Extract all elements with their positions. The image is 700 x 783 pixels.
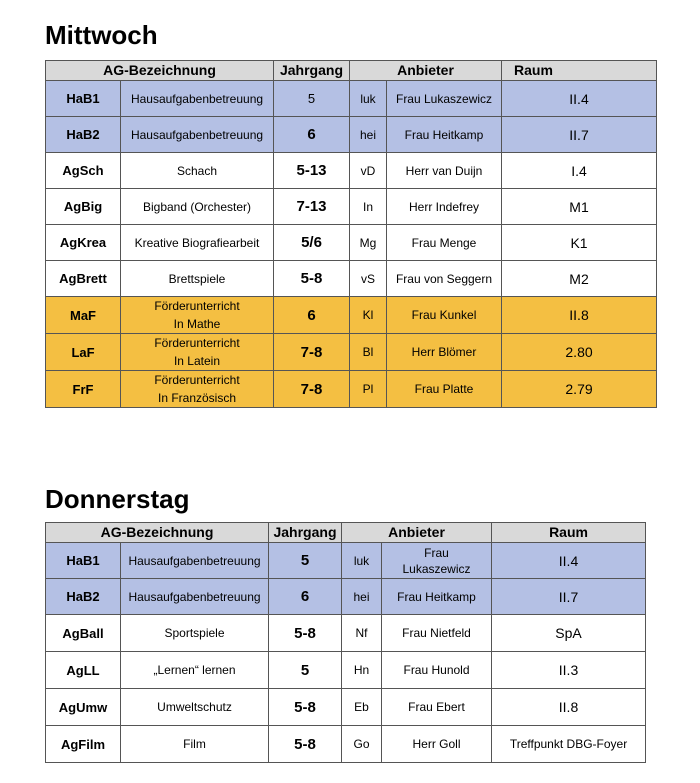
header-ag-bezeichnung: AG-Bezeichnung [46,61,274,81]
jahrgang: 6 [274,117,350,153]
table-row [46,117,657,153]
ag-name-line: In Mathe [173,317,221,331]
header-anbieter: Anbieter [350,61,502,81]
mittwoch-table [45,60,657,408]
jahrgang: 5-8 [274,261,350,297]
table-row [46,334,657,371]
anbieter-name [382,615,492,652]
jahrgang: 5-13 [274,153,350,189]
raum: II.4 [492,543,646,579]
anbieter-kuerzel: Kl [350,297,387,334]
ag-name [121,117,274,153]
anbieter-kuerzel: Mg [350,225,387,261]
ag-code: LaF [46,334,121,371]
anbieter-kuerzel: Bl [350,334,387,371]
raum: Treffpunkt DBG-Foyer [492,726,646,763]
anbieter-kuerzel: hei [350,117,387,153]
anbieter-kuerzel: luk [350,81,387,117]
ag-name-line: Brettspiele [168,271,226,286]
jahrgang: 5-8 [269,726,342,763]
table-row [46,726,646,763]
ag-name-line: Sportspiele [164,626,225,640]
table-row [46,153,657,189]
ag-code: FrF [46,371,121,408]
anbieter-kuerzel: In [350,189,387,225]
anbieter-name-line: Lukaszewicz [402,561,471,576]
anbieter-name [387,81,502,117]
ag-name-line: Schach [176,163,218,178]
ag-name-line: Hausaufgabenbetreuung [128,553,261,568]
header-ag-bezeichnung: AG-Bezeichnung [46,523,269,543]
table-row [46,371,657,408]
ag-name-line: Kreative Biografiearbeit [134,235,260,250]
ag-name-line: Hausaufgabenbetreuung [128,589,261,604]
anbieter-kuerzel: Hn [342,652,382,689]
anbieter-name-line: Frau Nietfeld [402,626,471,640]
anbieter-name-line: Herr Goll [412,737,461,751]
ag-name [121,726,269,763]
jahrgang: 7-13 [274,189,350,225]
anbieter-kuerzel: vS [350,261,387,297]
anbieter-name-line: Herr Indefrey [408,199,480,214]
anbieter-name-line: Frau [424,545,449,560]
raum: M2 [502,261,657,297]
ag-code: MaF [46,297,121,334]
ag-name-line: „Lernen“ lernen [153,663,236,677]
raum: SpA [492,615,646,652]
anbieter-name-line: Herr van Duijn [405,163,483,178]
ag-name-line: Hausaufgabenbetreuung [130,91,264,106]
raum: II.4 [502,81,657,117]
anbieter-kuerzel: Pl [350,371,387,408]
anbieter-name [387,297,502,334]
raum: II.8 [502,297,657,334]
ag-name [121,225,274,261]
anbieter-name-line: Frau Kunkel [411,308,477,322]
jahrgang: 5 [269,652,342,689]
anbieter-kuerzel: vD [350,153,387,189]
ag-code: HaB2 [46,117,121,153]
anbieter-name [387,225,502,261]
raum: II.3 [492,652,646,689]
ag-name-line: Förderunterricht [154,299,240,313]
header-jahrgang: Jahrgang [274,61,350,81]
raum: M1 [502,189,657,225]
table-row [46,81,657,117]
header-raum: Raum [502,61,657,81]
ag-name [121,334,274,371]
anbieter-name [387,334,502,371]
anbieter-name-line: Herr Blömer [411,345,477,359]
ag-code: AgKrea [46,225,121,261]
anbieter-name [387,189,502,225]
ag-name-line: Hausaufgabenbetreuung [130,127,264,142]
table-row [46,189,657,225]
anbieter-name-line: Frau Menge [411,235,477,250]
anbieter-kuerzel: Nf [342,615,382,652]
ag-code: AgFilm [46,726,121,763]
ag-code: AgSch [46,153,121,189]
ag-name [121,297,274,334]
anbieter-name [387,261,502,297]
ag-name [121,371,274,408]
jahrgang: 5 [269,543,342,579]
anbieter-name [387,117,502,153]
anbieter-kuerzel: Eb [342,689,382,726]
header-raum: Raum [492,523,646,543]
raum: II.7 [492,579,646,615]
ag-code: AgUmw [46,689,121,726]
ag-name-line: Bigband (Orchester) [142,199,252,214]
anbieter-name [382,652,492,689]
raum: II.7 [502,117,657,153]
table-row [46,297,657,334]
raum: II.8 [492,689,646,726]
anbieter-name [382,726,492,763]
table-header-row [46,523,646,543]
ag-name-line: Förderunterricht [154,373,240,387]
header-jahrgang: Jahrgang [269,523,342,543]
table-row [46,225,657,261]
jahrgang: 7-8 [274,371,350,408]
ag-name [121,543,269,579]
jahrgang: 5/6 [274,225,350,261]
jahrgang: 6 [274,297,350,334]
anbieter-name-line: Frau von Seggern [395,271,493,286]
table-header-row [46,61,657,81]
jahrgang: 7-8 [274,334,350,371]
raum: I.4 [502,153,657,189]
ag-code: AgLL [46,652,121,689]
ag-name-line: Umweltschutz [157,700,232,714]
anbieter-name [382,689,492,726]
table-row [46,652,646,689]
anbieter-name [382,543,492,579]
ag-name [121,615,269,652]
ag-name-line: In Französisch [157,391,237,405]
anbieter-kuerzel: luk [342,543,382,579]
raum: K1 [502,225,657,261]
ag-code: AgBrett [46,261,121,297]
jahrgang: 5-8 [269,689,342,726]
anbieter-name-line: Frau Lukaszewicz [395,91,493,106]
anbieter-kuerzel: Go [342,726,382,763]
anbieter-name-line: Frau Heitkamp [397,589,476,604]
ag-code: HaB1 [46,81,121,117]
table-row [46,689,646,726]
donnerstag-table [45,522,646,763]
jahrgang: 6 [269,579,342,615]
ag-name [121,153,274,189]
table-row [46,615,646,652]
raum: 2.80 [502,334,657,371]
anbieter-name-line: Frau Heitkamp [404,127,484,142]
ag-code: HaB1 [46,543,121,579]
anbieter-kuerzel: hei [342,579,382,615]
table-row [46,261,657,297]
ag-code: AgBall [46,615,121,652]
raum: 2.79 [502,371,657,408]
ag-name [121,189,274,225]
ag-name-line: Förderunterricht [154,336,240,350]
ag-code: AgBig [46,189,121,225]
ag-name [121,689,269,726]
anbieter-name-line: Frau Hunold [403,663,470,677]
anbieter-name-line: Frau Platte [414,382,474,396]
anbieter-name [382,579,492,615]
ag-name-line: In Latein [173,354,221,368]
table-row [46,543,646,579]
anbieter-name [387,153,502,189]
jahrgang: 5-8 [269,615,342,652]
day-title-donnerstag: Donnerstag [45,484,190,514]
anbieter-name-line: Frau Ebert [408,700,465,714]
ag-name [121,652,269,689]
ag-name-line: Film [183,737,206,751]
ag-name [121,81,274,117]
day-title-mittwoch: Mittwoch [45,20,158,50]
anbieter-name [387,371,502,408]
ag-name [121,261,274,297]
ag-name [121,579,269,615]
jahrgang: 5 [274,81,350,117]
table-row [46,579,646,615]
header-anbieter: Anbieter [342,523,492,543]
ag-code: HaB2 [46,579,121,615]
